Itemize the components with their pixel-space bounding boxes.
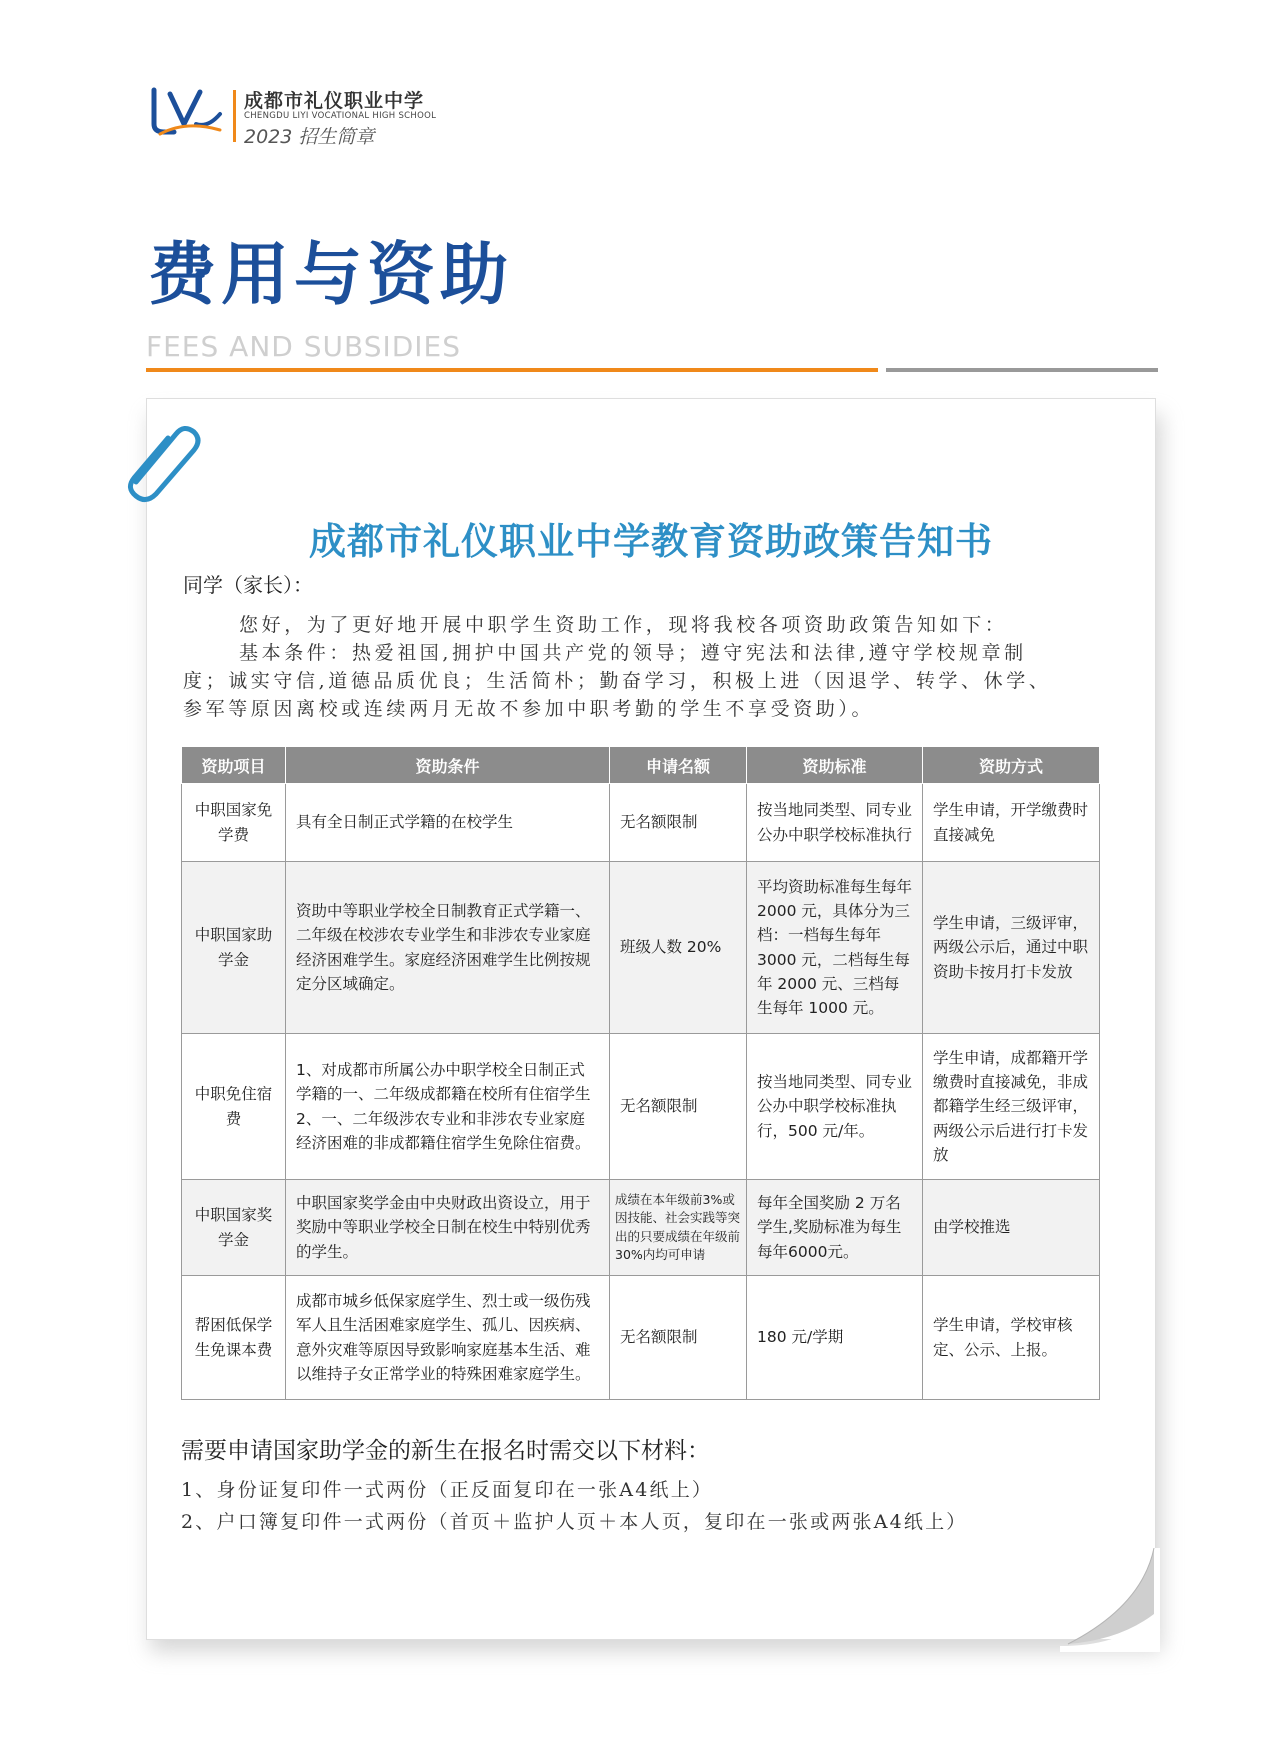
header-condition: 资助条件 [286, 747, 610, 784]
cell-condition: 成都市城乡低保家庭学生、烈士或一级伤残军人且生活困难家庭学生、孤儿、因疾病、意外灾难等原因导致影响家庭基本生活、难以维持子女正常学业的特殊困难家庭学生。 [286, 1276, 610, 1400]
cell-standard: 按当地同类型、同专业公办中职学校标准执行，500 元/年。 [747, 1034, 923, 1180]
notice-paper [146, 398, 1156, 1640]
school-name-en: CHENGDU LIYI VOCATIONAL HIGH SCHOOL [244, 111, 437, 121]
table-row [182, 1276, 1100, 1400]
cell-method: 学生申请，三级评审，两级公示后，通过中职资助卡按月打卡发放 [923, 862, 1100, 1034]
table-row [182, 1180, 1100, 1276]
page-subtitle: FEES AND SUBSIDIES [146, 330, 462, 363]
page-curl [1060, 1548, 1160, 1652]
header-method: 资助方式 [923, 747, 1100, 784]
page-title: 费用与资助 [148, 236, 514, 315]
cell-quota: 成绩在本年级前3%或因技能、社会实践等突出的只要成绩在年级前30%内均可申请 [610, 1180, 747, 1276]
school-logo [150, 84, 224, 138]
table-row [182, 1034, 1100, 1180]
cell-standard: 每年全国奖励 2 万名学生,奖励标准为每生每年6000元。 [747, 1180, 923, 1276]
cell-condition: 1、对成都市所属公办中职学校全日制正式学籍的一、二年级成都籍在校所有住宿学生 2、一、二年级涉农专业和非涉农专业家庭经济困难的非成都籍住宿学生免除住宿费。 [286, 1034, 610, 1180]
salutation: 同学（家长）： [183, 573, 313, 597]
cell-condition: 资助中等职业学校全日制教育正式学籍一、二年级在校涉农专业学生和非涉农专业家庭经济困难学生。家庭经济困难学生比例按规定分区域确定。 [286, 862, 610, 1034]
title-underline-orange [146, 368, 878, 372]
table-header-row [182, 747, 1100, 784]
cell-quota: 班级人数 20% [610, 862, 747, 1034]
table-row [182, 862, 1100, 1034]
cell-item: 中职国家奖学金 [182, 1180, 286, 1276]
brochure-label: 2023 招生简章 [244, 126, 375, 148]
header-divider [233, 90, 236, 142]
paragraph-line: 参军等原因离校或连续两月无故不参加中职考勤的学生不享受资助）。 [183, 698, 875, 720]
cell-item: 中职国家免学费 [182, 784, 286, 862]
cell-standard: 平均资助标准每生每年 2000 元，具体分为三档：一档每生每年 3000 元，二档每生每年 2000 元、三档每生每年 1000 元。 [747, 862, 923, 1034]
cell-standard: 180 元/学期 [747, 1276, 923, 1400]
subsidy-table [181, 746, 1100, 1400]
paragraph-line: 您好，为了更好地开展中职学生资助工作，现将我校各项资助政策告知如下： [239, 614, 1008, 636]
paragraph-line: 基本条件：热爱祖国,拥护中国共产党的领导；遵守宪法和法律,遵守学校规章制 [239, 642, 1027, 664]
cell-quota: 无名额限制 [610, 1276, 747, 1400]
cell-condition: 中职国家奖学金由中央财政出资设立，用于奖励中等职业学校全日制在校生中特别优秀的学生。 [286, 1180, 610, 1276]
cell-item: 中职免住宿费 [182, 1034, 286, 1180]
header-quota: 申请名额 [610, 747, 747, 784]
cell-standard: 按当地同类型、同专业公办中职学校标准执行 [747, 784, 923, 862]
cell-method: 学生申请，成都籍开学缴费时直接减免，非成都籍学生经三级评审，两级公示后进行打卡发放 [923, 1034, 1100, 1180]
materials-heading: 需要申请国家助学金的新生在报名时需交以下材料： [181, 1438, 710, 1464]
cell-method: 学生申请，学校审核定、公示、上报。 [923, 1276, 1100, 1400]
cell-quota: 无名额限制 [610, 784, 747, 862]
school-name-cn: 成都市礼仪职业中学 [244, 90, 425, 112]
header-standard: 资助标准 [747, 747, 923, 784]
cell-method: 由学校推选 [923, 1180, 1100, 1276]
material-item: 1、身份证复印件一式两份（正反面复印在一张A4纸上） [181, 1479, 714, 1501]
cell-item: 中职国家助学金 [182, 862, 286, 1034]
header-item: 资助项目 [182, 747, 286, 784]
paperclip-icon [118, 414, 206, 504]
title-underline-gray [886, 368, 1158, 372]
paragraph-line: 度；诚实守信,道德品质优良；生活简朴；勤奋学习，积极上进（因退学、转学、休学、 [183, 670, 1052, 692]
table-row [182, 784, 1100, 862]
notice-title: 成都市礼仪职业中学教育资助政策告知书 [309, 520, 993, 563]
cell-method: 学生申请，开学缴费时直接减免 [923, 784, 1100, 862]
material-item: 2、户口簿复印件一式两份（首页＋监护人页＋本人页，复印在一张或两张A4纸上） [181, 1511, 968, 1533]
cell-quota: 无名额限制 [610, 1034, 747, 1180]
cell-item: 帮困低保学生免课本费 [182, 1276, 286, 1400]
cell-condition: 具有全日制正式学籍的在校学生 [286, 784, 610, 862]
